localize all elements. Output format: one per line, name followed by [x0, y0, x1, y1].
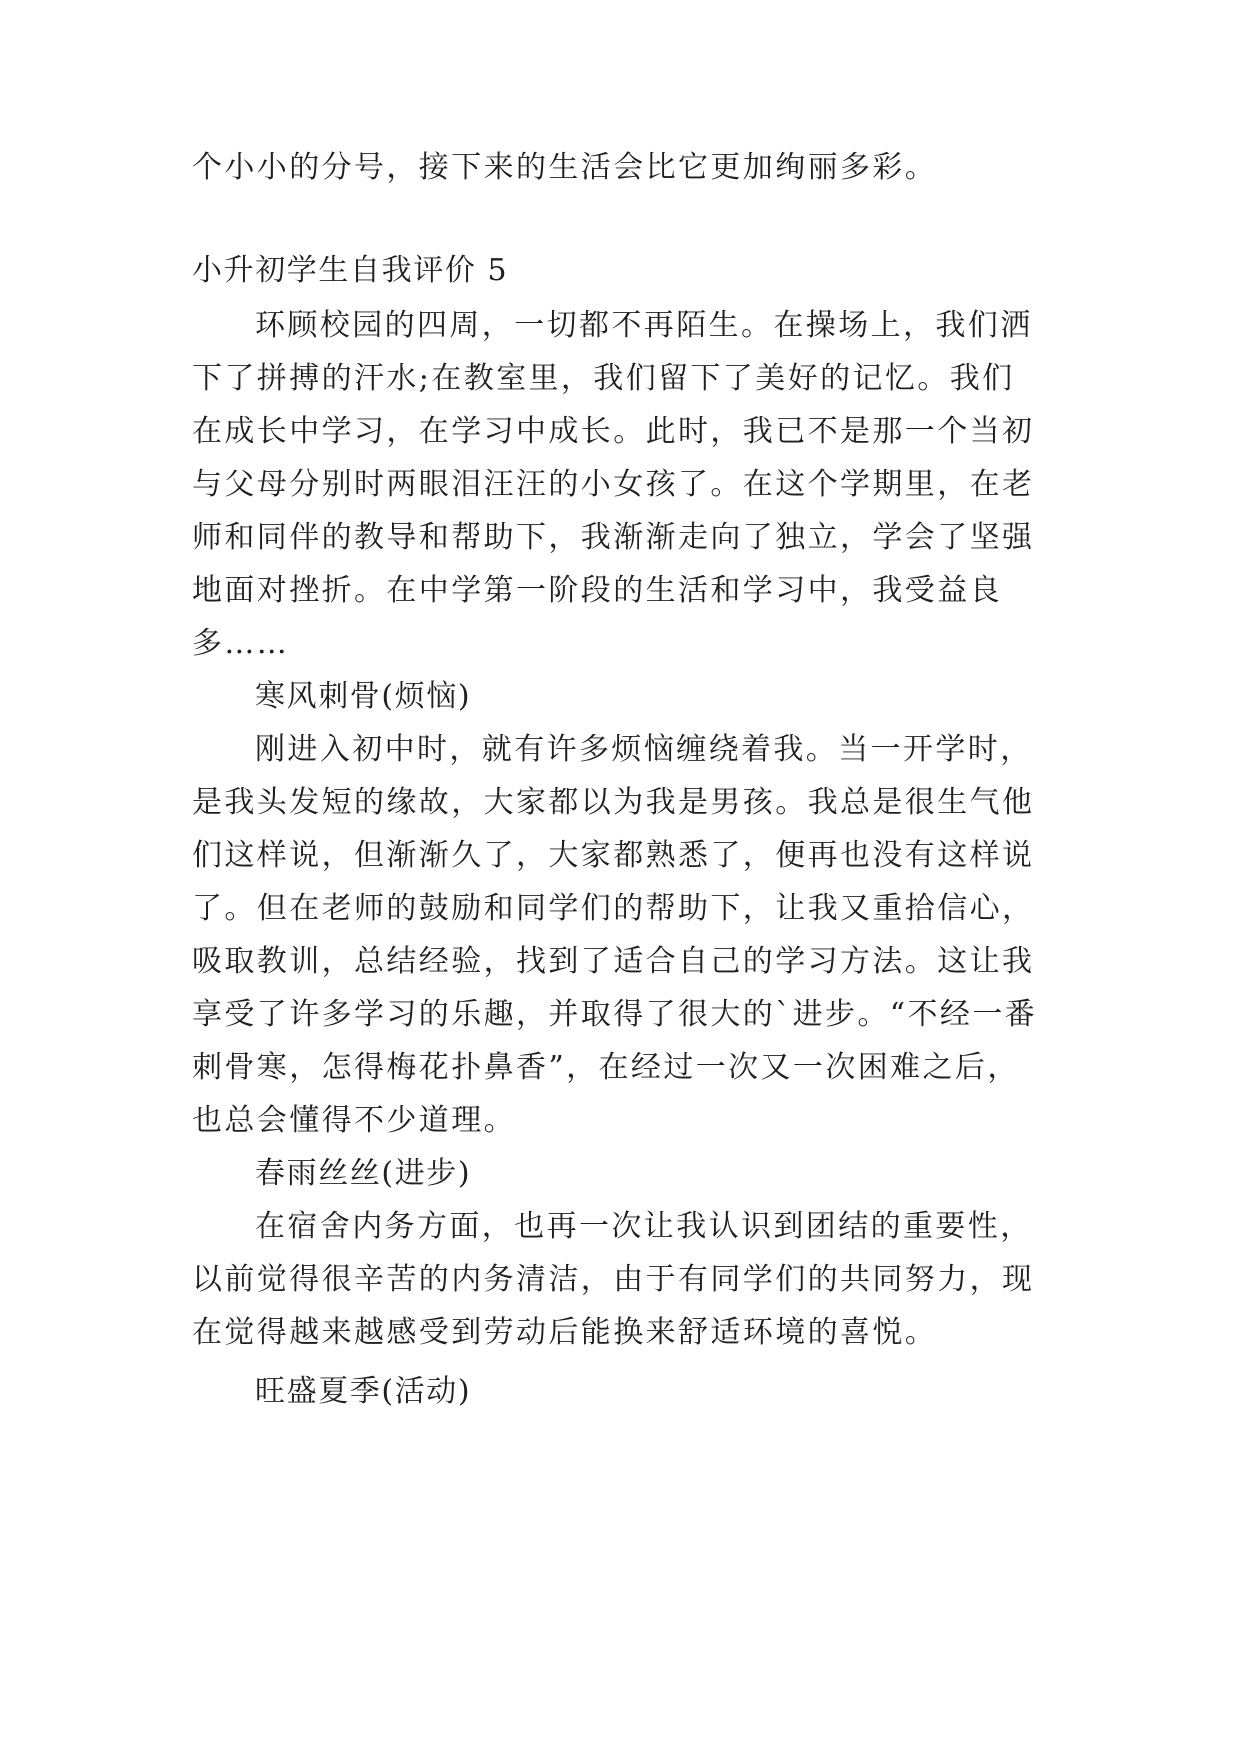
intro-line-6: 地面对挫折。在中学第一阶段的生活和学习中，我受益良	[192, 573, 1002, 608]
sub1-line-6: 享受了许多学习的乐趣，并取得了很大的`进步。“不经一番	[192, 997, 1038, 1032]
sub1-line-3: 们这样说，但渐渐久了，大家都熟悉了，便再也没有这样说	[192, 838, 1035, 873]
sub1-line-4: 了。但在老师的鼓励和同学们的帮助下，让我又重拾信心，	[192, 891, 1035, 926]
continuation-line: 个小小的分号，接下来的生活会比它更加绚丽多彩。	[192, 150, 938, 185]
sub1-line-5: 吸取教训，总结经验，找到了适合自己的学习方法。这让我	[192, 944, 1035, 979]
subsection-title-2: 春雨丝丝(进步)	[255, 1156, 472, 1191]
sub1-line-1: 刚进入初中时，就有许多烦恼缠绕着我。当一开学时，	[255, 732, 1033, 767]
sub2-line-2: 以前觉得很辛苦的内务清洁，由于有同学们的共同努力，现	[192, 1262, 1035, 1297]
sub1-line-2: 是我头发短的缘故，大家都以为我是男孩。我总是很生气他	[192, 785, 1035, 820]
sub1-line-8: 也总会懂得不少道理。	[192, 1103, 516, 1138]
intro-line-7: 多……	[192, 626, 290, 661]
section-title: 小升初学生自我评价 5	[192, 253, 509, 288]
intro-line-2: 下了拼搏的汗水;在教室里，我们留下了美好的记忆。我们	[192, 361, 1015, 396]
intro-line-5: 师和同伴的教导和帮助下，我渐渐走向了独立，学会了坚强	[192, 520, 1035, 555]
sub1-line-7: 刺骨寒，怎得梅花扑鼻香”，在经过一次又一次困难之后，	[192, 1050, 1020, 1085]
sub2-line-3: 在觉得越来越感受到劳动后能换来舒适环境的喜悦。	[192, 1315, 938, 1350]
intro-line-4: 与父母分别时两眼泪汪汪的小女孩了。在这个学期里，在老	[192, 467, 1035, 502]
intro-line-3: 在成长中学习，在学习中成长。此时，我已不是那一个当初	[192, 414, 1035, 449]
sub2-line-1: 在宿舍内务方面，也再一次让我认识到团结的重要性，	[255, 1209, 1033, 1244]
subsection-title-1: 寒风刺骨(烦恼)	[255, 679, 472, 714]
intro-line-1: 环顾校园的四周，一切都不再陌生。在操场上，我们洒	[255, 308, 1033, 343]
subsection-title-3: 旺盛夏季(活动)	[255, 1374, 472, 1409]
